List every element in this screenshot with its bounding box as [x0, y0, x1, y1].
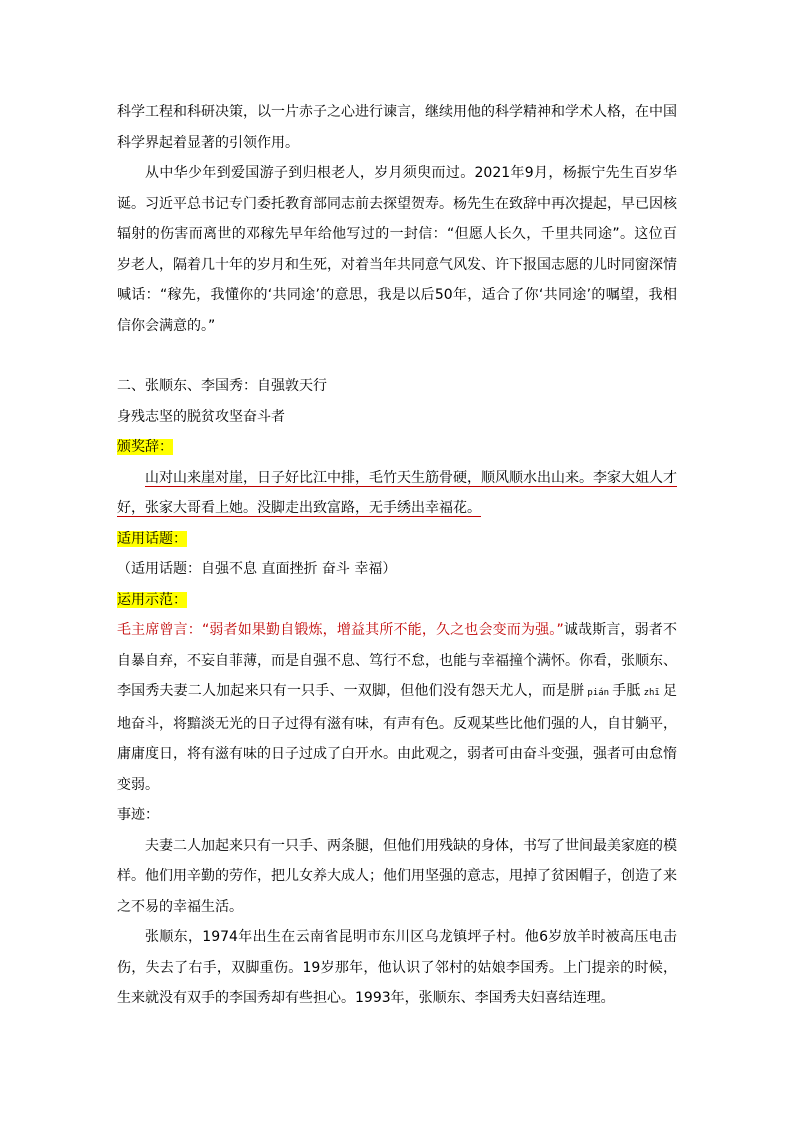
award-label: 颁奖辞： — [117, 439, 173, 455]
example-label: 运用示范： — [117, 591, 187, 608]
example-text-part2: 手胝 — [612, 683, 641, 699]
topic-text: （适用话题：自强不息 直面挫折 奋斗 幸福） — [117, 561, 397, 577]
section-subtitle: 身残志坚的脱贫攻坚奋斗者 — [117, 408, 285, 425]
example-quote: 毛主席曾言：“弱者如果勤自锻炼，增益其所不能，久之也会变而为强。” — [117, 622, 564, 638]
example-text-part1: 诚哉斯言，弱者不自暴自弃，不妄自菲薄，而是自强不息、笃行不怠，也能与幸福撞个满怀。你看，张顺东、李国秀夫妻二人加起来只有一只手、一双脚，但他们没有怨天尤人，而是胼 — [117, 622, 677, 699]
example-label-line — [117, 585, 677, 616]
document-body — [117, 97, 677, 1014]
section-gap — [117, 341, 677, 371]
section-heading: 二、张顺东、李国秀：自强敦天行 — [117, 378, 327, 394]
example-paragraph — [117, 615, 677, 800]
topic-label-line — [117, 524, 677, 555]
deeds-label: 事迹： — [117, 807, 159, 823]
award-label-line — [117, 432, 677, 463]
paragraph-yang-centenary: 从中华少年到爱国游子到归根老人，岁月须臾而过。2021年9月，杨振宁先生百岁华诞。习近平总书记专门委托教育部同志前去探望贺寿。杨先生在致辞中再次提起，早已因核辐射的伤害而离世的邓稼先早年给他写过的一封信：“但愿人长久，千里共同途”。这位百岁老人，隔着几十年的岁月和生死，对着当年共同意气风发、许下报国志愿的儿时同窗深情喊话：“稼先，我懂你的‘共同途’的意思，我是以后50年，适合了你‘共同途’的嘱望，我相信你会满意的。” — [117, 165, 677, 334]
paragraph-yang-continued: 科学工程和科研决策，以一片赤子之心进行谏言，继续用他的科学精神和学术人格，在中国科学界起着显著的引领作用。 — [117, 104, 677, 151]
award-text: 山对山来崖对崖，日子好比江中排，毛竹天生筋骨硬，顺风顺水出山来。李家大姐人才好，张家大哥看上她。没脚走出致富路，无手绣出幸福花。 — [117, 469, 677, 516]
example-text-part3: 足地奋斗，将黯淡无光的日子过得有滋有味，有声有色。反观某些比他们强的人，自甘躺平，庸庸度日，将有滋有味的日子过成了白开水。由此观之，弱者可由奋斗变强，强者可由怠惰变弱。 — [117, 683, 678, 793]
award-text-paragraph — [117, 463, 677, 524]
deeds-paragraph-2: 张顺东，1974年出生在云南省昆明市东川区乌龙镇坪子村。他6岁放羊时被高压电击伤，失去了右手，双脚重伤。19岁那年，他认识了邻村的姑娘李国秀。上门提亲的时候，生来就没有双手的李国秀却有些担心。1993年，张顺东、李国秀夫妇喜结连理。 — [117, 929, 677, 1006]
pinyin-annotation: zhī — [643, 688, 660, 698]
pinyin-annotation: pián — [587, 688, 610, 698]
deeds-paragraph-1: 夫妻二人加起来只有一只手、两条腿，但他们用残缺的身体，书写了世间最美家庭的模样。他们用辛勤的劳作，把儿女养大成人；他们用坚强的意志，甩掉了贫困帽子，创造了来之不易的幸福生活。 — [117, 837, 677, 915]
topic-label: 适用话题： — [117, 530, 187, 547]
